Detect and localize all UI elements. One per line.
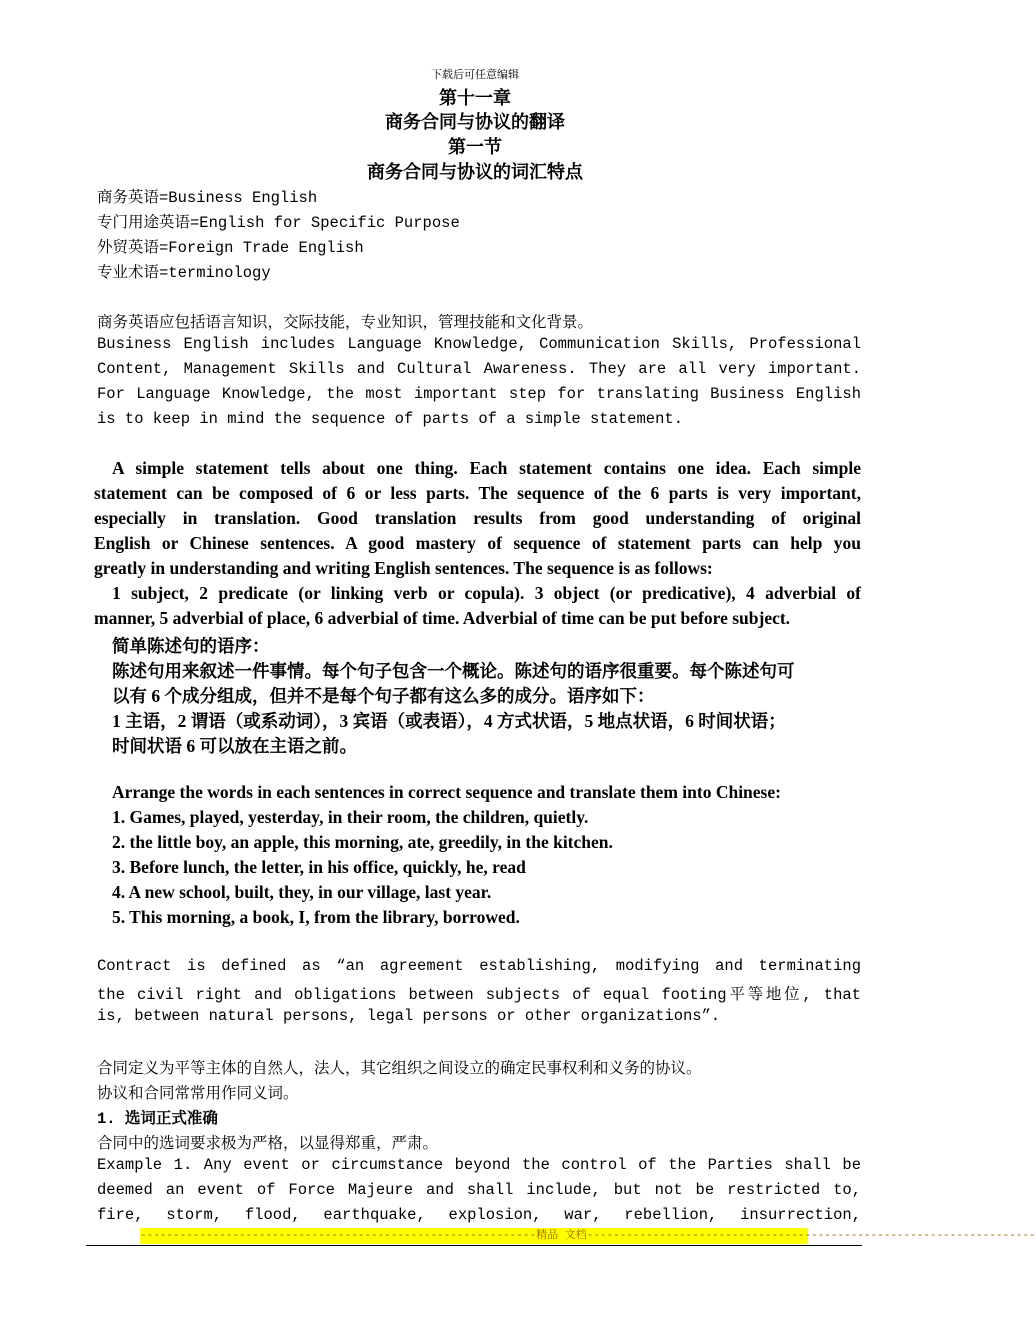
- statement-line: English or Chinese sentences. A good mastery of sequence of statement parts can help you: [94, 533, 861, 553]
- intro-en-line: For Language Knowledge, the most important step for translating Business English: [97, 385, 861, 403]
- example-line: fire, storm, flood, earthquake, explosion, war, rebellion, insurrection,: [97, 1206, 861, 1224]
- intro-en-line: Business English includes Language Knowledge, Communication Skills, Professional: [97, 335, 861, 353]
- cn-line: 以有 6 个成分组成，但并不是每个句子都有这么多的成分。语序如下：: [112, 686, 655, 706]
- point-desc: 合同中的选词要求极为严格，以显得郑重，严肃。: [97, 1135, 439, 1153]
- exercise-item: 2. the little boy, an apple, this morning, ate, greedily, in the kitchen.: [112, 832, 613, 852]
- sequence-line: manner, 5 adverbial of place, 6 adverbial of time. Adverbial of time can be put before subject.: [94, 608, 791, 628]
- example-line: deemed an event of Force Majeure and shall include, but not be restricted to,: [97, 1181, 861, 1199]
- contract-def-line: is, between natural persons, legal persons or other organizations”.: [97, 1007, 721, 1025]
- statement-line: greatly in understanding and writing English sentences. The sequence is as follows:: [94, 558, 713, 578]
- point-heading: 1. 选词正式准确: [97, 1110, 218, 1128]
- exercise-item: 1. Games, played, yesterday, in their room, the children, quietly.: [112, 807, 589, 827]
- term-line: 专业术语=terminology: [97, 264, 271, 282]
- contract-def-line: the civil right and obligations between subjects of equal footing平等地位, that: [97, 986, 861, 1004]
- footer-rule: [86, 1245, 862, 1246]
- intro-cn: 商务英语应包括语言知识，交际技能，专业知识，管理技能和文化背景。: [97, 314, 594, 332]
- section-heading: 第一节: [448, 137, 502, 157]
- cn-line: 时间状语 6 可以放在主语之前。: [112, 736, 357, 756]
- statement-line: especially in translation. Good translation results from good understanding of original: [94, 508, 861, 528]
- exercise-item: 4. A new school, built, they, in our village, last year.: [112, 882, 492, 902]
- statement-line: statement can be composed of 6 or less parts. The sequence of the 6 parts is very important,: [94, 483, 861, 503]
- exercise-item: 5. This morning, a book, I, from the library, borrowed.: [112, 907, 520, 927]
- example-line: Example 1. Any event or circumstance beyond the control of the Parties shall be: [97, 1156, 861, 1174]
- statement-line: A simple statement tells about one thing. Each statement contains one idea. Each simple: [112, 458, 861, 478]
- contract-def-line: Contract is defined as “an agreement establishing, modifying and terminating: [97, 957, 861, 975]
- cn-heading: 简单陈述句的语序：: [112, 636, 270, 656]
- contract-cn-line: 合同定义为平等主体的自然人，法人，其它组织之间设立的确定民事权利和义务的协议。: [97, 1060, 702, 1078]
- header-note: 下载后可任意编辑: [431, 68, 519, 81]
- sequence-line: 1 subject, 2 predicate (or linking verb or copula). 3 object (or predicative), 4 adverbial of: [112, 583, 861, 603]
- contract-cn-line: 协议和合同常常用作同义词。: [97, 1085, 299, 1103]
- exercise-item: 3. Before lunch, the letter, in his office, quickly, he, read: [112, 857, 526, 877]
- exercise-instruction: Arrange the words in each sentences in correct sequence and translate them into Chinese:: [112, 782, 781, 802]
- section-title: 商务合同与协议的词汇特点: [367, 162, 583, 182]
- term-line: 商务英语=Business English: [97, 189, 318, 207]
- intro-en-line: is to keep in mind the sequence of parts of a simple statement.: [97, 410, 683, 428]
- chapter-title: 商务合同与协议的翻译: [385, 112, 565, 132]
- intro-en-line: Content, Management Skills and Cultural Awareness. They are all very important.: [97, 360, 861, 378]
- term-line: 专门用途英语=English for Specific Purpose: [97, 214, 460, 232]
- term-line: 外贸英语=Foreign Trade English: [97, 239, 364, 257]
- footer-watermark: ------------------------------------------------------------精品 文档--------------------------------------------------------------------: [140, 1230, 1036, 1242]
- cn-line: 1 主语，2 谓语（或系动词），3 宾语（或表语），4 方式状语，5 地点状语，6 时间状语；: [112, 711, 786, 731]
- cn-line: 陈述句用来叙述一件事情。每个句子包含一个概论。陈述句的语序很重要。每个陈述句可: [112, 661, 795, 681]
- chapter-heading: 第十一章: [439, 88, 511, 108]
